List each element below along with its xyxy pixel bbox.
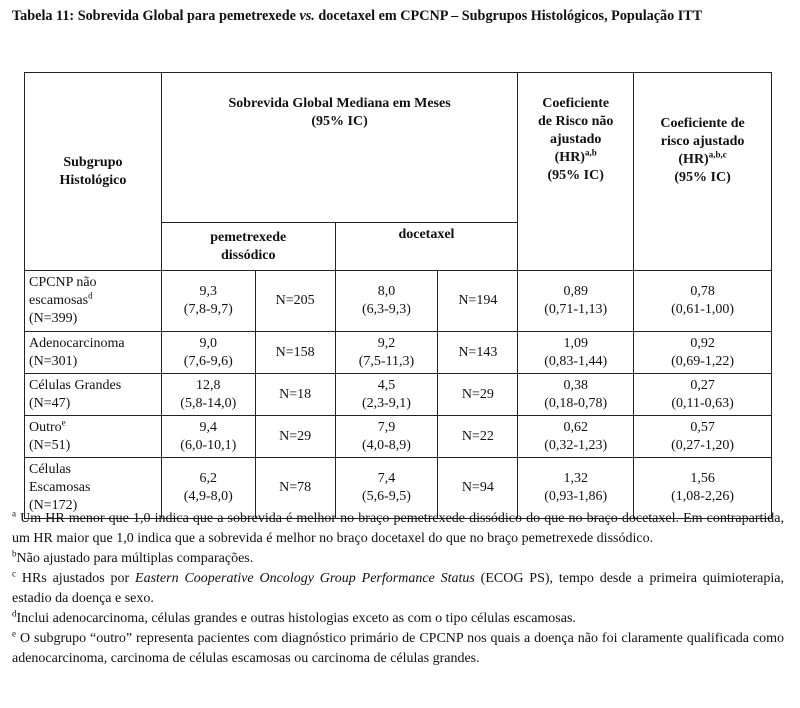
doc-median-cell: 7,4 (5,6-9,5) xyxy=(335,458,438,519)
header-hr-unadjusted: Coeficiente de Risco não ajustado (HR)$^{a,b}$ (95% IC) xyxy=(518,73,634,271)
hr-unadjusted-cell: 1,32 (0,93-1,86) xyxy=(518,458,634,519)
pem-median-cell: 9,3 (7,8-9,7) xyxy=(161,271,255,332)
row-subgroup-name: Outro$^e$ (N=51) xyxy=(25,416,162,458)
pem-n-cell: N=18 xyxy=(255,374,335,416)
hr-adjusted-cell: 0,27 (0,11-0,63) xyxy=(634,374,772,416)
header-pemetrexede: pemetrexede dissódico xyxy=(161,223,335,271)
survival-table xyxy=(24,72,772,519)
footnote-b: $^b$Não ajustado para múltiplas comparações. xyxy=(12,548,254,566)
hr-adjusted-cell: 1,56 (1,08-2,26) xyxy=(634,458,772,519)
hr-adjusted-cell: 0,92 (0,69-1,22) xyxy=(634,332,772,374)
table-row xyxy=(25,374,772,416)
hr-unadjusted-cell: 1,09 (0,83-1,44) xyxy=(518,332,634,374)
row-subgroup-name: Adenocarcinoma (N=301) xyxy=(25,332,162,374)
doc-median-cell: 8,0 (6,3-9,3) xyxy=(335,271,438,332)
table-row xyxy=(25,416,772,458)
title-vs: vs. xyxy=(299,8,315,24)
title-text-rest: docetaxel em CPCNP – Subgrupos Histológicos, População ITT xyxy=(314,8,703,24)
table-title xyxy=(12,6,782,26)
pem-median-cell: 9,0 (7,6-9,6) xyxy=(161,332,255,374)
doc-n-cell: N=194 xyxy=(438,271,518,332)
doc-n-cell: N=29 xyxy=(438,374,518,416)
pem-median-cell: 6,2 (4,9-8,0) xyxy=(161,458,255,519)
row-subgroup-name: Células Escamosas (N=172) xyxy=(25,458,162,519)
doc-n-cell: N=143 xyxy=(438,332,518,374)
doc-n-cell: N=22 xyxy=(438,416,518,458)
header-hr-adjusted: Coeficiente de risco ajustado (HR)$^{a,b,c}$ (95% IC) xyxy=(634,73,772,271)
footnotes xyxy=(12,509,784,669)
hr-adjusted-cell: 0,57 (0,27-1,20) xyxy=(634,416,772,458)
header-overall-survival: Sobrevida Global Mediana em Meses (95% IC) xyxy=(161,73,517,223)
pem-n-cell: N=29 xyxy=(255,416,335,458)
row-subgroup-name: CPCNP não escamosas$^d$ (N=399) xyxy=(25,271,162,332)
table-row xyxy=(25,271,772,332)
pem-n-cell: N=158 xyxy=(255,332,335,374)
hr-adjusted-cell: 0,78 (0,61-1,00) xyxy=(634,271,772,332)
table-row xyxy=(25,332,772,374)
title-text: Tabela 11: Sobrevida Global para pemetrexede xyxy=(12,8,300,24)
footnote-c: $^c$ HRs ajustados por Eastern Cooperative Oncology Group Performance Status (ECOG PS), tempo desde a primeira quimioterapia, estadio da doença e sexo. xyxy=(12,568,785,606)
header-subgroup: Subgrupo Histológico xyxy=(25,73,162,271)
pem-median-cell: 12,8 (5,8-14,0) xyxy=(161,374,255,416)
hr-unadjusted-cell: 0,62 (0,32-1,23) xyxy=(518,416,634,458)
footnote-d: $^d$Inclui adenocarcinoma, células grandes e outras histologias exceto as com o tipo células escamosas. xyxy=(12,608,576,626)
hr-unadjusted-cell: 0,89 (0,71-1,13) xyxy=(518,271,634,332)
pem-median-cell: 9,4 (6,0-10,1) xyxy=(161,416,255,458)
footnote-a: $^a$ Um HR menor que 1,0 indica que a sobrevida é melhor no braço pemetrexede dissódico do que no braço docetaxel. Em contrapartida, um HR maior que 1,0 indica que a sobrevida é melhor no braço docetaxel do que no braço pemetrexede dissódico. xyxy=(12,508,784,546)
row-subgroup-name: Células Grandes (N=47) xyxy=(25,374,162,416)
header-row-1 xyxy=(25,73,772,223)
pem-n-cell: N=78 xyxy=(255,458,335,519)
footnote-e: $^e$ O subgrupo “outro” representa pacientes com diagnóstico primário de CPCNP nos quais a doença não foi claramente qualificada como adenocarcinoma, carcinoma de células escamosas ou carcinoma de células grandes. xyxy=(12,628,784,666)
pem-n-cell: N=205 xyxy=(255,271,335,332)
doc-n-cell: N=94 xyxy=(438,458,518,519)
hr-unadjusted-cell: 0,38 (0,18-0,78) xyxy=(518,374,634,416)
doc-median-cell: 4,5 (2,3-9,1) xyxy=(335,374,438,416)
doc-median-cell: 9,2 (7,5-11,3) xyxy=(335,332,438,374)
header-docetaxel: docetaxel xyxy=(335,223,518,271)
doc-median-cell: 7,9 (4,0-8,9) xyxy=(335,416,438,458)
